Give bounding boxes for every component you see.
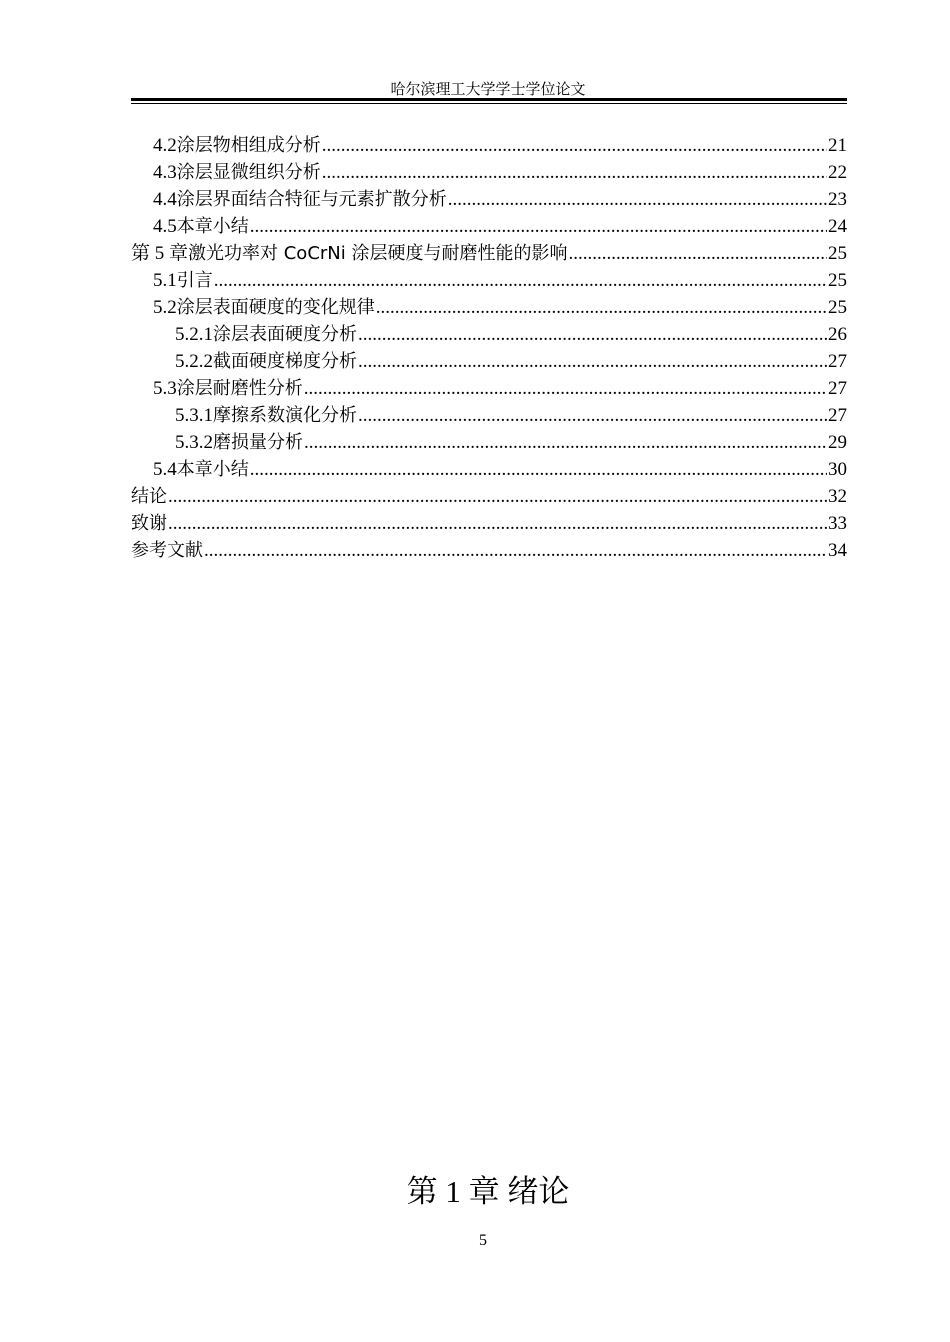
toc-entry[interactable] bbox=[131, 510, 847, 537]
toc-entry-title: 本章小结 bbox=[176, 459, 249, 480]
toc-leader-dots bbox=[322, 159, 827, 186]
header-rule-thin bbox=[131, 103, 847, 104]
toc-entry-page: 25 bbox=[828, 243, 847, 264]
toc-entry-page: 27 bbox=[828, 378, 847, 399]
toc-entry[interactable] bbox=[131, 483, 847, 510]
toc-entry[interactable] bbox=[131, 537, 847, 564]
toc-leader-dots bbox=[204, 537, 827, 564]
chapter-heading bbox=[0, 1166, 950, 1211]
toc-entry-page: 25 bbox=[828, 297, 847, 318]
toc-leader-dots bbox=[168, 483, 827, 510]
header-rule-thick bbox=[131, 98, 847, 101]
toc-entry[interactable] bbox=[131, 240, 847, 267]
toc-entry[interactable] bbox=[131, 294, 847, 321]
toc-entry-title: 磨损量分析 bbox=[213, 432, 303, 453]
toc-entry-number: 4.4 bbox=[153, 189, 177, 210]
toc-leader-dots bbox=[376, 294, 827, 321]
header-title: 哈尔滨理工大学学士学位论文 bbox=[390, 80, 586, 98]
toc-leader-dots bbox=[358, 321, 827, 348]
table-of-contents bbox=[131, 132, 847, 564]
toc-entry-page: 29 bbox=[828, 432, 847, 453]
toc-leader-dots bbox=[304, 429, 827, 456]
toc-entry-title: 参考文献 bbox=[131, 540, 203, 561]
chapter-title: 绪论 bbox=[507, 1174, 570, 1210]
page-number: 5 bbox=[479, 1232, 487, 1249]
toc-entry-title: 涂层表面硬度分析 bbox=[213, 324, 357, 345]
toc-leader-dots bbox=[448, 186, 827, 213]
toc-entry-number: 5.3 bbox=[153, 378, 177, 399]
toc-entry[interactable] bbox=[131, 456, 847, 483]
toc-entry-title: 结论 bbox=[131, 486, 167, 507]
toc-entry-number: 5.1 bbox=[153, 270, 177, 291]
chapter-number: 第 1 章 bbox=[406, 1174, 508, 1209]
toc-entry-page: 26 bbox=[828, 324, 847, 345]
toc-entry-title: 引言 bbox=[176, 270, 213, 291]
toc-entry-title: 摩擦系数演化分析 bbox=[213, 405, 357, 426]
toc-entry-title: 涂层界面结合特征与元素扩散分析 bbox=[176, 189, 447, 210]
toc-entry-title: 本章小结 bbox=[176, 216, 249, 237]
toc-entry-number: 4.2 bbox=[153, 135, 177, 156]
toc-leader-dots bbox=[358, 348, 827, 375]
toc-entry-title: 涂层物相组成分析 bbox=[176, 135, 321, 156]
toc-entry-title: 截面硬度梯度分析 bbox=[213, 351, 357, 372]
toc-entry-number: 5.3.2 bbox=[175, 432, 213, 453]
toc-entry-page: 32 bbox=[828, 486, 847, 507]
toc-entry-number: 5.2.1 bbox=[175, 324, 213, 345]
toc-entry-page: 22 bbox=[828, 162, 847, 183]
toc-entry-title: 致谢 bbox=[131, 513, 167, 534]
toc-entry-page: 21 bbox=[828, 135, 847, 156]
toc-entry-number: 5.2.2 bbox=[175, 351, 213, 372]
toc-entry[interactable] bbox=[131, 213, 847, 240]
toc-entry[interactable] bbox=[131, 375, 847, 402]
toc-entry[interactable] bbox=[131, 321, 847, 348]
toc-entry-number: 4.3 bbox=[153, 162, 177, 183]
toc-entry-page: 33 bbox=[828, 513, 847, 534]
toc-leader-dots bbox=[568, 240, 827, 267]
toc-entry-page: 23 bbox=[828, 189, 847, 210]
toc-leader-dots bbox=[168, 510, 827, 537]
toc-entry[interactable] bbox=[131, 267, 847, 294]
toc-entry-number: 4.5 bbox=[153, 216, 177, 237]
toc-entry-number: 5.4 bbox=[153, 459, 177, 480]
toc-entry-title: 涂层耐磨性分析 bbox=[176, 378, 303, 399]
toc-entry[interactable] bbox=[131, 402, 847, 429]
toc-leader-dots bbox=[214, 267, 827, 294]
toc-entry-page: 24 bbox=[828, 216, 847, 237]
toc-leader-dots bbox=[250, 456, 827, 483]
toc-leader-dots bbox=[358, 402, 827, 429]
toc-entry-page: 27 bbox=[828, 405, 847, 426]
toc-leader-dots bbox=[322, 132, 827, 159]
toc-leader-dots bbox=[250, 213, 827, 240]
toc-entry-number: 第 5 章 bbox=[131, 243, 189, 264]
toc-entry-page: 27 bbox=[828, 351, 847, 372]
toc-entry[interactable] bbox=[131, 429, 847, 456]
toc-entry-title: 涂层表面硬度的变化规律 bbox=[176, 297, 375, 318]
toc-entry-page: 30 bbox=[828, 459, 847, 480]
toc-entry-page: 25 bbox=[828, 270, 847, 291]
toc-entry-page: 34 bbox=[828, 540, 847, 561]
toc-leader-dots bbox=[304, 375, 827, 402]
toc-entry-title: 涂层显微组织分析 bbox=[176, 162, 321, 183]
toc-entry[interactable] bbox=[131, 186, 847, 213]
toc-entry-number: 5.3.1 bbox=[175, 405, 213, 426]
toc-entry[interactable] bbox=[131, 132, 847, 159]
toc-entry[interactable] bbox=[131, 159, 847, 186]
toc-entry[interactable] bbox=[131, 348, 847, 375]
toc-entry-title: 激光功率对 CoCrNi 涂层硬度与耐磨性能的影响 bbox=[188, 243, 568, 264]
toc-entry-number: 5.2 bbox=[153, 297, 177, 318]
